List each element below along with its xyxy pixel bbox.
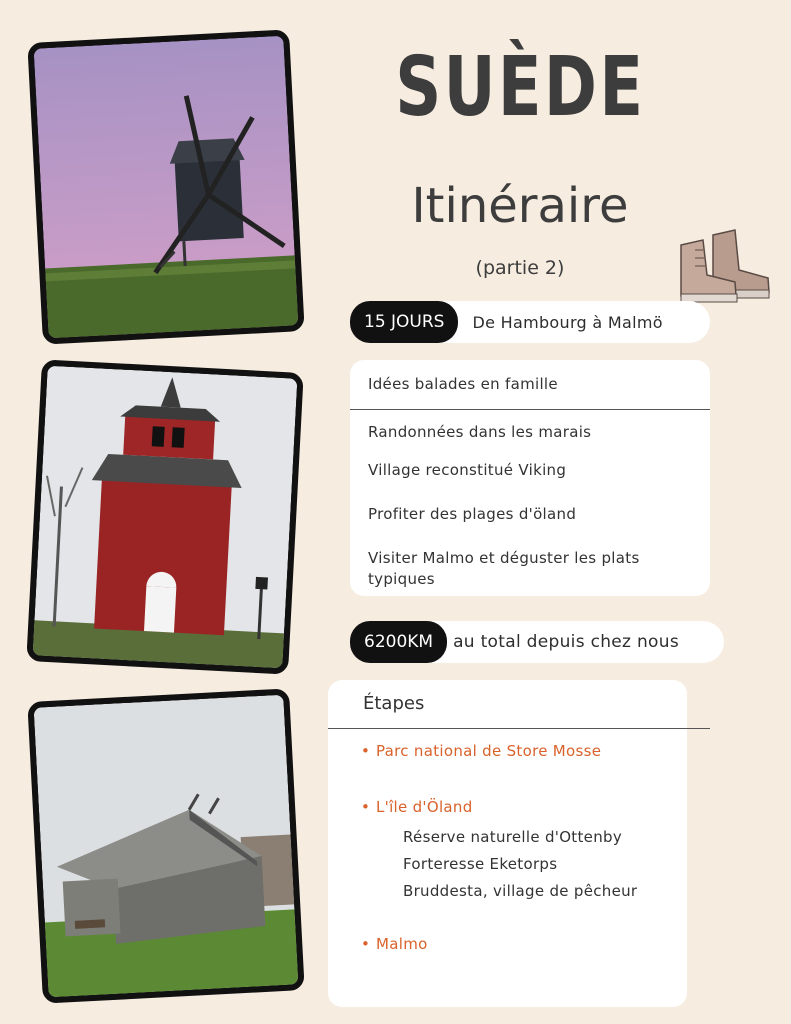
distance-pill xyxy=(350,621,724,663)
step-item xyxy=(361,798,473,816)
bullet-icon: • xyxy=(361,798,371,816)
part-label: (partie 2) xyxy=(475,257,565,279)
hiking-boots-icon xyxy=(673,220,773,305)
duration-badge: 15 JOURS xyxy=(350,301,458,343)
step-label: Parc national de Store Mosse xyxy=(376,742,602,760)
steps-heading: Étapes xyxy=(363,693,425,714)
idea-item: Profiter des plages d'öland xyxy=(368,505,577,523)
viking-house-photo xyxy=(27,688,304,1003)
step-item xyxy=(361,935,428,953)
idea-item: Randonnées dans les marais xyxy=(368,423,592,441)
steps-divider xyxy=(328,728,710,729)
bullet-icon: • xyxy=(361,935,371,953)
red-tower-photo xyxy=(26,359,303,674)
step-subitem: Forteresse Eketorps xyxy=(403,855,558,873)
step-item xyxy=(361,742,602,760)
steps-card xyxy=(328,680,687,1007)
distance-text: au total depuis chez nous xyxy=(453,632,679,652)
windmill-photo xyxy=(27,29,304,344)
step-label: L'île d'Öland xyxy=(376,798,473,816)
page-title: SUÈDE xyxy=(395,40,646,135)
ideas-card xyxy=(350,360,710,596)
ideas-heading: Idées balades en famille xyxy=(368,375,558,393)
distance-badge: 6200KM xyxy=(350,621,447,663)
idea-item: Village reconstitué Viking xyxy=(368,461,567,479)
idea-item: Visiter Malmo et déguster les plats typiques xyxy=(368,549,640,588)
step-subitem: Réserve naturelle d'Ottenby xyxy=(403,828,622,846)
step-label: Malmo xyxy=(376,935,428,953)
bullet-icon: • xyxy=(361,742,371,760)
duration-text: De Hambourg à Malmö xyxy=(472,312,663,332)
ideas-divider xyxy=(350,409,710,410)
step-subitem: Bruddesta, village de pêcheur xyxy=(403,882,638,900)
duration-pill xyxy=(350,301,710,343)
page-subtitle: Itinéraire xyxy=(411,178,629,234)
